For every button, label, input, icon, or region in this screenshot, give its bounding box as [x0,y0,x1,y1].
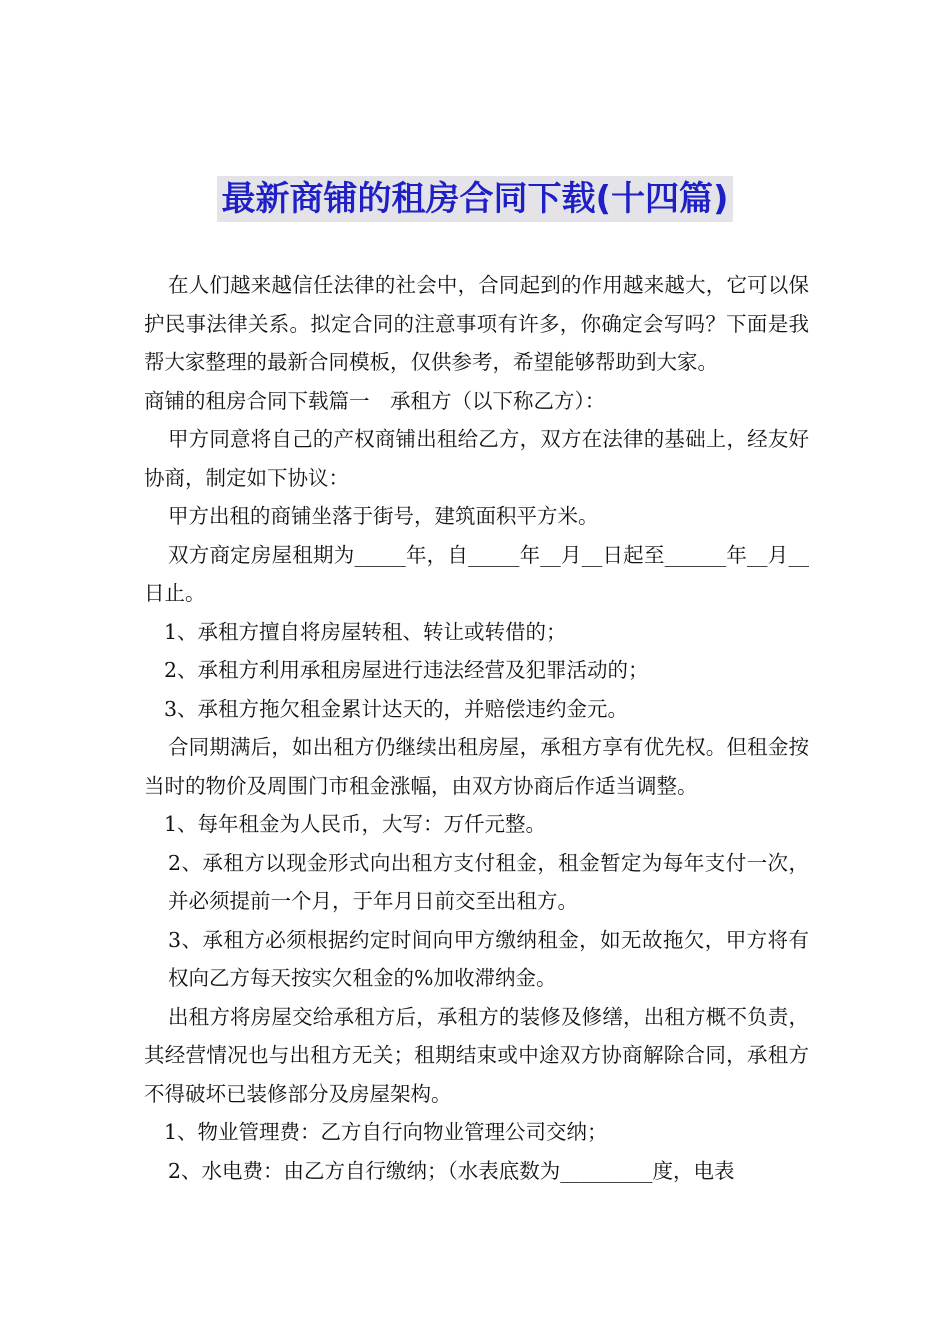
list-item-property-fee: 1、物业管理费：乙方自行向物业管理公司交纳； [164,1120,608,1144]
paragraph-section-heading: 商铺的租房合同下载篇一 承租方（以下称乙方）： [144,388,606,413]
list-item-annual-rent: 1、每年租金为人民币，大写：万仟元整。 [164,812,547,836]
list-item-late-fee: 3、承租方必须根据约定时间向甲方缴纳租金，如无故拖欠，甲方将有权向乙方每天按实欠租金的%加收滞纳金。 [168,927,809,990]
document-body [144,266,809,1190]
list-item-utilities: 2、水电费：由乙方自行缴纳；（水表底数为_________度，电表 [168,1158,735,1183]
paragraph-agreement: 甲方同意将自己的产权商铺出租给乙方，双方在法律的基础上，经友好协商，制定如下协议： [144,427,809,490]
paragraph-location: 甲方出租的商铺坐落于街号，建筑面积平方米。 [168,504,599,528]
title-container [0,176,950,222]
list-item-illegal: 2、承租方利用承租房屋进行违法经营及犯罪活动的； [164,658,649,682]
list-item-sublet: 1、承租方擅自将房屋转租、转让或转借的； [164,619,567,644]
document-title: 最新商铺的租房合同下载(十四篇) [217,176,732,222]
list-item-payment: 2、承租方以现金形式向出租方支付租金，租金暂定为每年支付一次，并必须提前一个月，于年月日前交至出租方。 [168,850,809,913]
paragraph-term: 双方商定房屋租期为_____年，自_____年__月__日起至______年__月__日止。 [144,542,809,605]
paragraph-renovation: 出租方将房屋交给承租方后，承租方的装修及修缮，出租方概不负责，其经营情况也与出租方无关；租期结束或中途双方协商解除合同，承租方不得破坏已装修部分及房屋架构。 [144,1004,809,1106]
paragraph-renewal: 合同期满后，如出租方仍继续出租房屋，承租方享有优先权。但租金按当时的物价及周围门市租金涨幅，由双方协商后作适当调整。 [144,735,809,798]
paragraph-intro: 在人们越来越信任法律的社会中，合同起到的作用越来越大，它可以保护民事法律关系。拟定合同的注意事项有许多，你确定会写吗？下面是我帮大家整理的最新合同模板，仅供参考，希望能够帮助到大家。 [144,273,809,374]
list-item-arrears: 3、承租方拖欠租金累计达天的，并赔偿违约金元。 [164,696,629,721]
